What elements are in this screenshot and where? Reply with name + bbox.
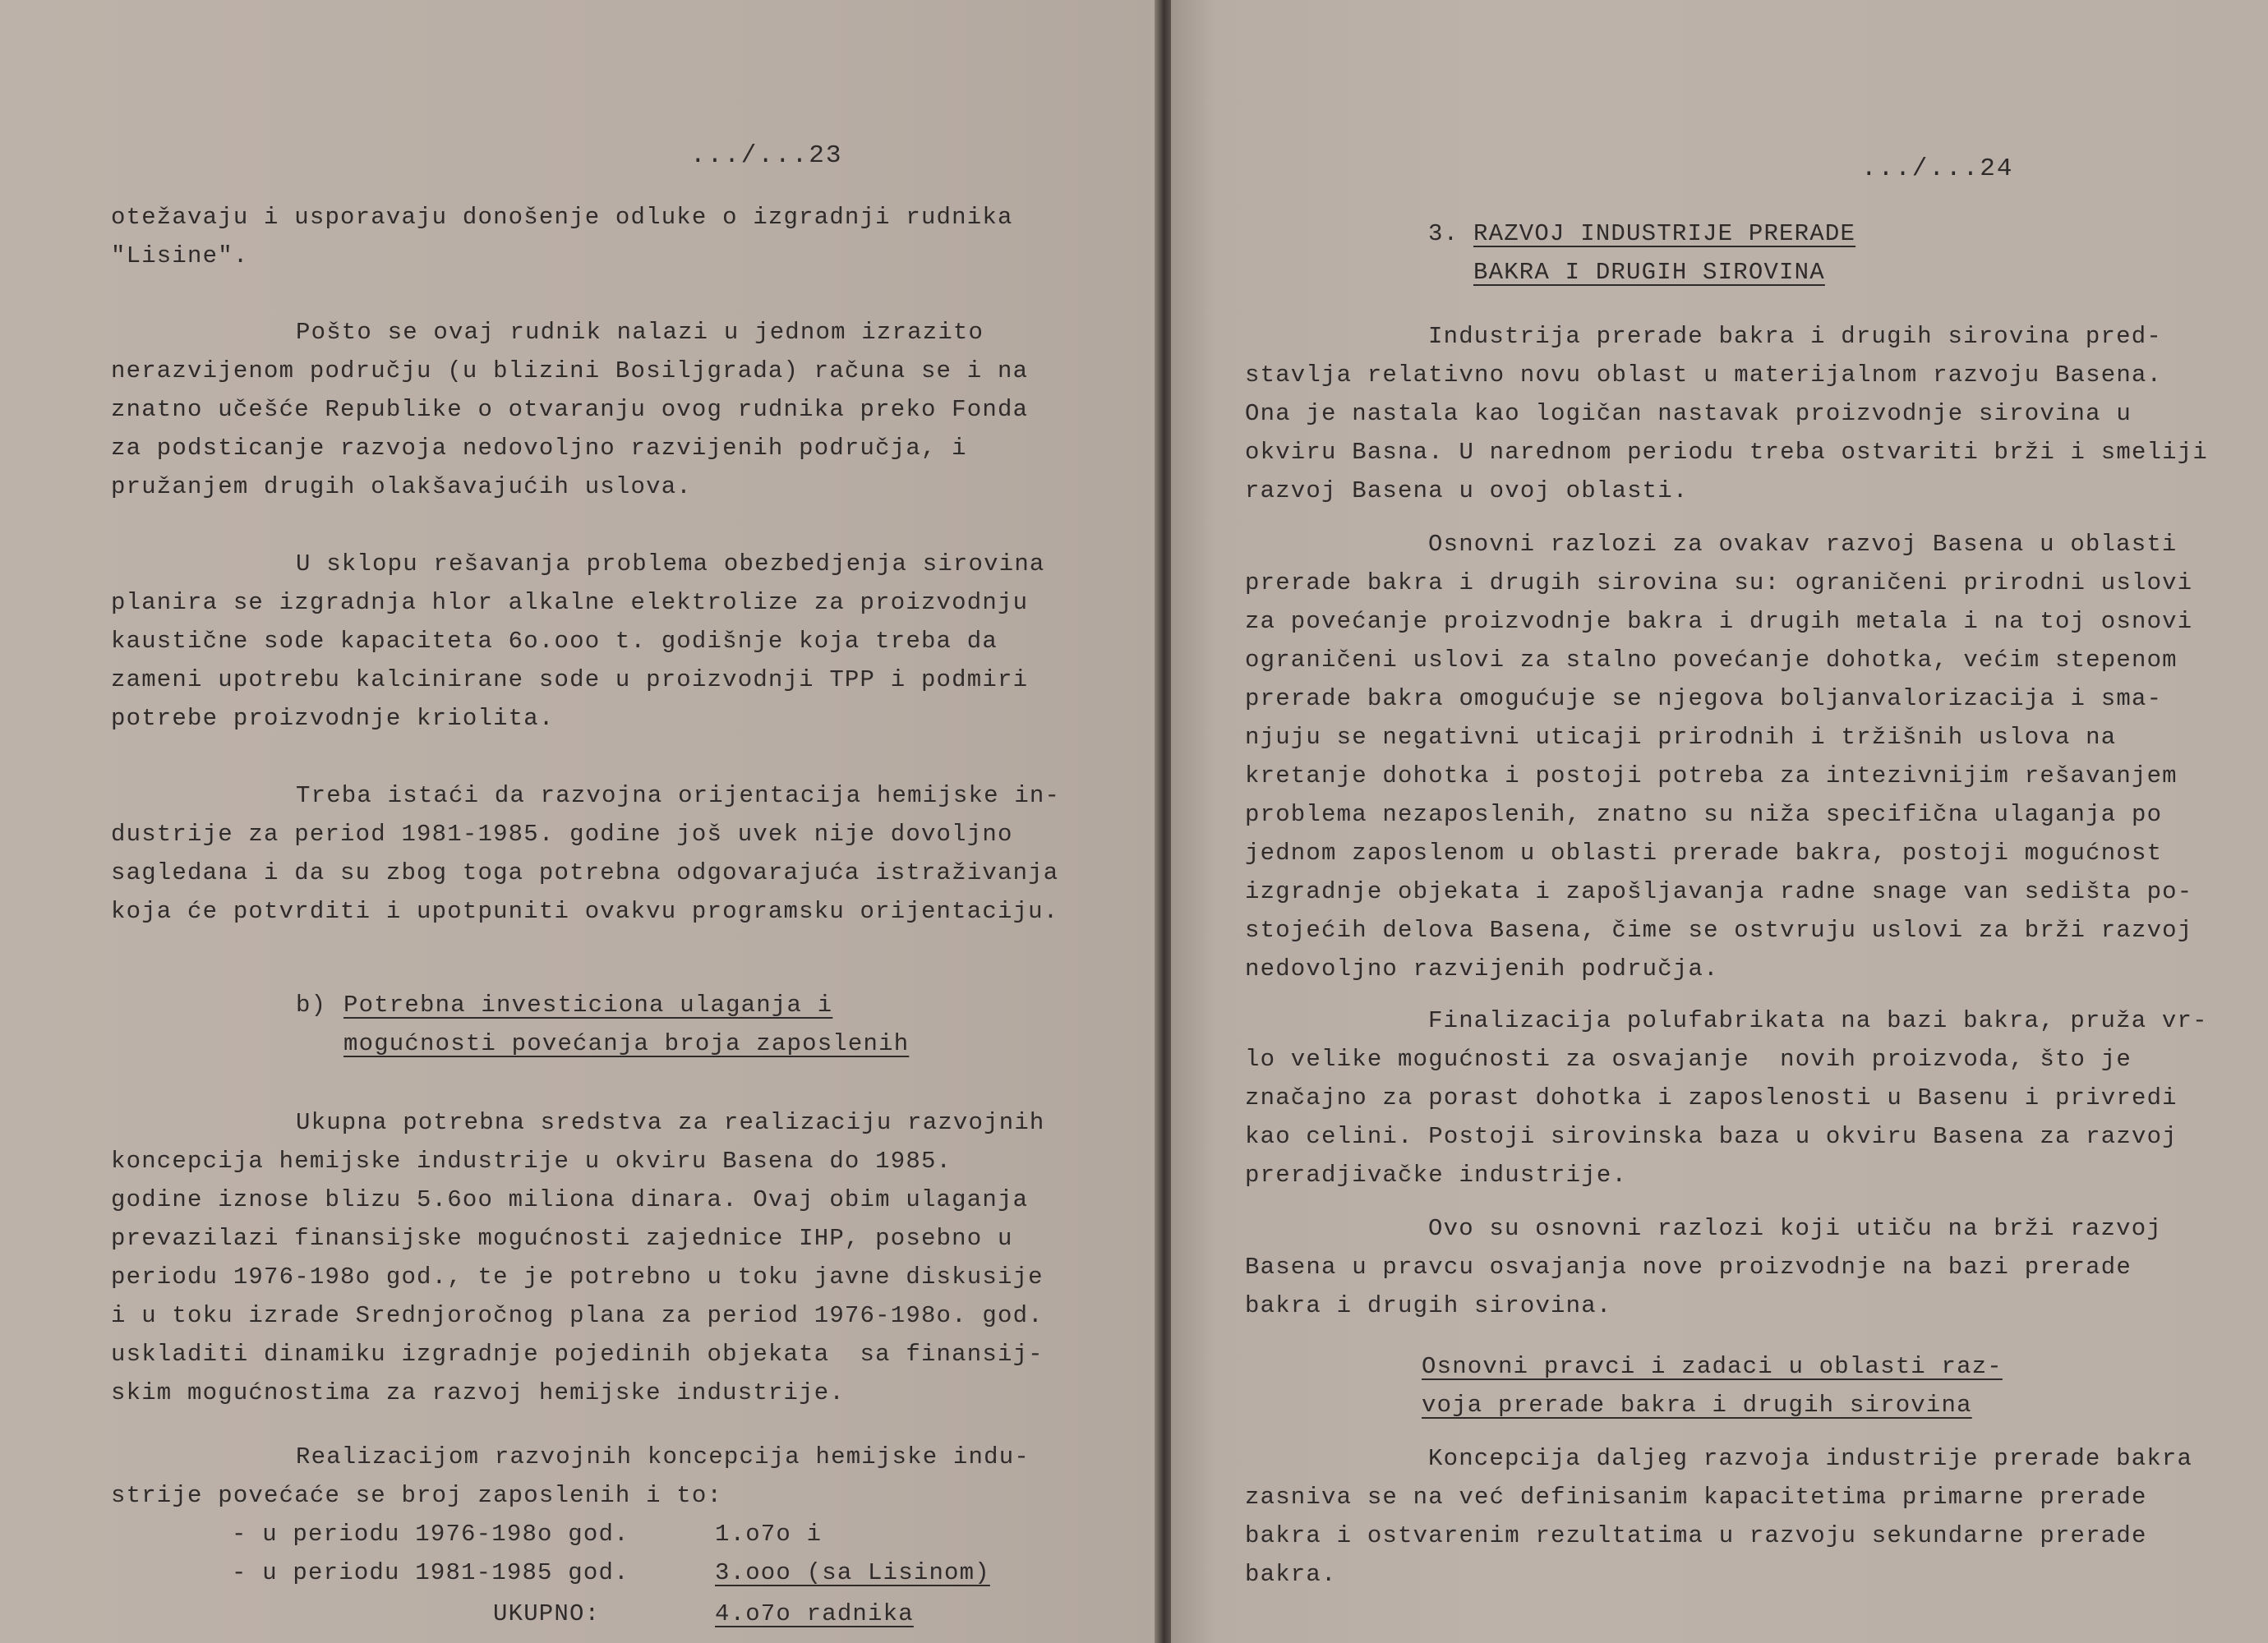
text-line: dustrije za period 1981-1985. godine još uvek nije dovoljno bbox=[111, 821, 1013, 848]
text-line: Industrija prerade bakra i drugih sirovina pred- bbox=[1428, 323, 2162, 350]
text-line: lo velike mogućnosti za osvajanje novih proizvoda, što je bbox=[1245, 1046, 2132, 1073]
text-line: i u toku izrade Srednjoročnog plana za period 1976-198o. god. bbox=[111, 1302, 1044, 1329]
text-line: Koncepcija daljeg razvoja industrije prerade bakra bbox=[1428, 1445, 2193, 1472]
section-title: BAKRA I DRUGIH SIROVINA bbox=[1473, 259, 1825, 286]
text-line: koncepcija hemijske industrije u okviru Basena do 1985. bbox=[111, 1148, 952, 1175]
text-line: periodu 1976-198o god., te je potrebno u toku javne diskusije bbox=[111, 1263, 1044, 1291]
text-line: stavlja relativno novu oblast u materijalnom razvoju Basena. bbox=[1245, 361, 2163, 389]
text-line: kao celini. Postoji sirovinska baza u okviru Basena za razvoj bbox=[1245, 1123, 2178, 1150]
text-line: Osnovni razlozi za ovakav razvoj Basena u oblasti bbox=[1428, 531, 2178, 558]
text-line: Treba istaći da razvojna orijentacija hemijske in- bbox=[296, 782, 1061, 809]
text-line: bakra i ostvarenim rezultatima u razvoju sekundarne prerade bbox=[1245, 1522, 2147, 1549]
employment-label: - u periodu 1976-198o god. bbox=[232, 1521, 629, 1548]
text-line: za podsticanje razvoja nedovoljno razvijenih područja, i bbox=[111, 435, 967, 462]
text-line: prerade bakra i drugih sirovina su: ograničeni prirodni uslovi bbox=[1245, 569, 2193, 596]
left-page-number: .../...23 bbox=[690, 141, 843, 170]
text-line: uskladiti dinamiku izgradnje pojedinih objekata sa finansij- bbox=[111, 1341, 1044, 1368]
text-line: Basena u pravcu osvajanja nove proizvodnje na bazi prerade bbox=[1245, 1254, 2132, 1281]
text-line: izgradnje objekata i zapošljavanja radne snage van sedišta po- bbox=[1245, 878, 2193, 905]
text-line: "Lisine". bbox=[111, 242, 249, 269]
text-line: njuju se negativni uticaji prirodnih i tržišnih uslova na bbox=[1245, 724, 2117, 751]
text-line: godine iznose blizu 5.6oo miliona dinara. Ovaj obim ulaganja bbox=[111, 1186, 1029, 1213]
text-line: Realizacijom razvojnih koncepcija hemijske indu- bbox=[296, 1443, 1030, 1470]
text-line: ograničeni uslovi za stalno povećanje dohotka, većim stepenom bbox=[1245, 647, 2178, 674]
right-page-number: .../...24 bbox=[1861, 154, 2014, 183]
text-line: zameni upotrebu kalcinirane sode u proizvodnji TPP i podmiri bbox=[111, 666, 1029, 693]
text-line: zasniva se na već definisanim kapacitetima primarne prerade bbox=[1245, 1484, 2147, 1511]
employment-value: 3.ooo (sa Lisinom) bbox=[715, 1559, 990, 1586]
text-line: nedovoljno razvijenih područja. bbox=[1245, 955, 1719, 983]
text-line: preradjivačke industrije. bbox=[1245, 1162, 1628, 1189]
text-line: stojećih delova Basena, čime se ostvruju uslovi za brži razvoj bbox=[1245, 917, 2193, 944]
text-line: koja će potvrditi i upotpuniti ovakvu programsku orijentaciju. bbox=[111, 898, 1059, 925]
text-line: planira se izgradnja hlor alkalne elektrolize za proizvodnju bbox=[111, 589, 1029, 616]
text-line: skim mogućnostima za razvoj hemijske industrije. bbox=[111, 1379, 845, 1406]
text-line: kaustične sode kapaciteta 6o.ooo t. godišnje koja treba da bbox=[111, 628, 998, 655]
section-marker: b) bbox=[296, 992, 327, 1019]
section-heading: mogućnosti povećanja broja zaposlenih bbox=[343, 1030, 910, 1057]
text-line: nerazvijenom području (u blizini Bosiljgrada) računa se i na bbox=[111, 357, 1029, 384]
text-line: Ovo su osnovni razlozi koji utiču na brži razvoj bbox=[1428, 1215, 2162, 1242]
text-line: potrebe proizvodnje kriolita. bbox=[111, 705, 555, 732]
text-line: bakra. bbox=[1245, 1561, 1337, 1588]
text-line: pružanjem drugih olakšavajućih uslova. bbox=[111, 473, 692, 500]
text-line: Ukupna potrebna sredstva za realizaciju razvojnih bbox=[296, 1109, 1045, 1136]
text-line: Pošto se ovaj rudnik nalazi u jednom izrazito bbox=[296, 319, 984, 346]
text-line: okviru Basna. U narednom periodu treba ostvariti brži i smeliji bbox=[1245, 439, 2208, 466]
text-line: Ona je nastala kao logičan nastavak proizvodnje sirovina u bbox=[1245, 400, 2132, 427]
text-line: jednom zaposlenom u oblasti prerade bakra, postoji mogućnost bbox=[1245, 840, 2163, 867]
text-line: strije povećaće se broj zaposlenih i to: bbox=[111, 1482, 723, 1509]
employment-label: - u periodu 1981-1985 god. bbox=[232, 1559, 629, 1586]
text-line: problema nezaposlenih, znatno su niža specifična ulaganja po bbox=[1245, 801, 2163, 828]
section-title: RAZVOJ INDUSTRIJE PRERADE bbox=[1473, 220, 1856, 247]
section-number: 3. bbox=[1428, 220, 1459, 247]
text-line: bakra i drugih sirovina. bbox=[1245, 1292, 1612, 1319]
text-line: sagledana i da su zbog toga potrebna odgovarajuća istraživanja bbox=[111, 859, 1059, 886]
text-line: Finalizacija polufabrikata na bazi bakra, pruža vr- bbox=[1428, 1007, 2208, 1034]
text-line: otežavaju i usporavaju donošenje odluke o izgradnji rudnika bbox=[111, 204, 1013, 231]
total-label: UKUPNO: bbox=[493, 1600, 601, 1627]
text-line: razvoj Basena u ovoj oblasti. bbox=[1245, 477, 1689, 504]
text-line: znatno učešće Republike o otvaranju ovog rudnika preko Fonda bbox=[111, 396, 1029, 423]
text-line: značajno za porast dohotka i zaposlenosti u Basenu i privredi bbox=[1245, 1084, 2178, 1111]
text-line: U sklopu rešavanja problema obezbedjenja sirovina bbox=[296, 550, 1045, 578]
subsection-title: voja prerade bakra i drugih sirovina bbox=[1422, 1392, 1972, 1419]
right-page bbox=[1171, 0, 2268, 1643]
employment-value: 1.o7o i bbox=[715, 1521, 823, 1548]
total-value: 4.o7o radnika bbox=[715, 1600, 914, 1627]
text-line: prevazilazi finansijske mogućnosti zajednice IHP, posebno u bbox=[111, 1225, 1013, 1252]
section-heading: Potrebna investiciona ulaganja i bbox=[343, 992, 833, 1019]
text-line: prerade bakra omogućuje se njegova boljanvalorizacija i sma- bbox=[1245, 685, 2163, 712]
text-line: za povećanje proizvodnje bakra i drugih metala i na toj osnovi bbox=[1245, 608, 2193, 635]
subsection-title: Osnovni pravci i zadaci u oblasti raz- bbox=[1422, 1353, 2003, 1380]
text-line: kretanje dohotka i postoji potreba za intezivnijim rešavanjem bbox=[1245, 762, 2178, 789]
